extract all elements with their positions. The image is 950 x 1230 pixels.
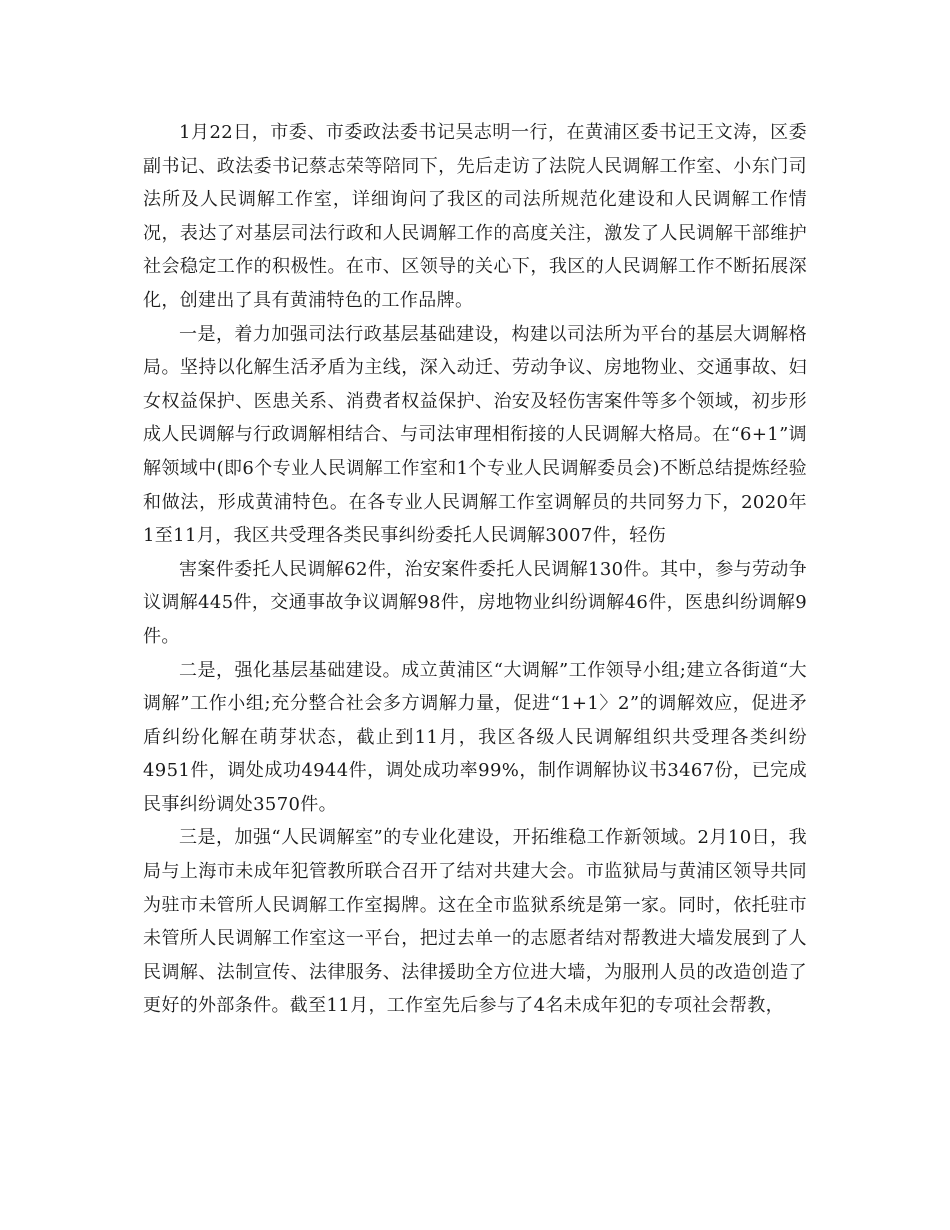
paragraph-point-three: 三是，加强“人民调解室”的专业化建设，开拓维稳工作新领域。2月10日，我局与上海市未成年犯管教所联合召开了结对共建大会。市监狱局与黄浦区领导共同为驻市未管所人民调解工作室揭牌。这在全市监狱系统是第一家。同时，依托驻市未管所人民调解工作室这一平台，把过去单一的志愿者结对帮教进大墙发展到了人民调解、法制宣传、法律服务、法律援助全方位进大墙，为服刑人员的改造创造了更好的外部条件。截至11月，工作室先后参与了4名未成年犯的专项社会帮教， bbox=[143, 827, 807, 1017]
document-body bbox=[143, 116, 807, 1023]
paragraph-case-statistics: 害案件委托人民调解62件，治安案件委托人民调解130件。其中，参与劳动争议调解445件，交通事故争议调解98件，房地物业纠纷调解46件，医患纠纷调解9件。 bbox=[143, 558, 807, 647]
paragraph-leader-visit: 1月22日，市委、市委政法委书记吴志明一行，在黄浦区委书记王文涛，区委副书记、政法委书记蔡志荣等陪同下，先后走访了法院人民调解工作室、小东门司法所及人民调解工作室，详细询问了我区的司法所规范化建设和人民调解工作情况，表达了对基层司法行政和人民调解工作的高度关注，激发了人民调解干部维护社会稳定工作的积极性。在市、区领导的关心下，我区的人民调解工作不断拓展深化，创建出了具有黄浦特色的工作品牌。 bbox=[143, 122, 807, 311]
paragraph-point-two: 二是，强化基层基础建设。成立黄浦区“大调解”工作领导小组;建立各街道“大调解”工作小组;充分整合社会多方调解力量，促进“1+1〉2”的调解效应，促进矛盾纠纷化解在萌芽状态，截止到11月，我区各级人民调解组织共受理各类纠纷4951件，调处成功4944件，调处成功率99%，制作调解协议书3467份，已完成民事纠纷调处3570件。 bbox=[143, 659, 807, 815]
paragraph-point-one: 一是，着力加强司法行政基层基础建设，构建以司法所为平台的基层大调解格局。坚持以化解生活矛盾为主线，深入动迁、劳动争议、房地物业、交通事故、妇女权益保护、医患关系、消费者权益保护、治安及轻伤害案件等多个领域，初步形成人民调解与行政调解相结合、与司法审理相衔接的人民调解大格局。在“6+1”调解领域中(即6个专业人民调解工作室和1个专业人民调解委员会)不断总结提炼经验和做法，形成黄浦特色。在各专业人民调解工作室调解员的共同努力下，2020年1至11月，我区共受理各类民事纠纷委托人民调解3007件，轻伤 bbox=[143, 323, 807, 547]
